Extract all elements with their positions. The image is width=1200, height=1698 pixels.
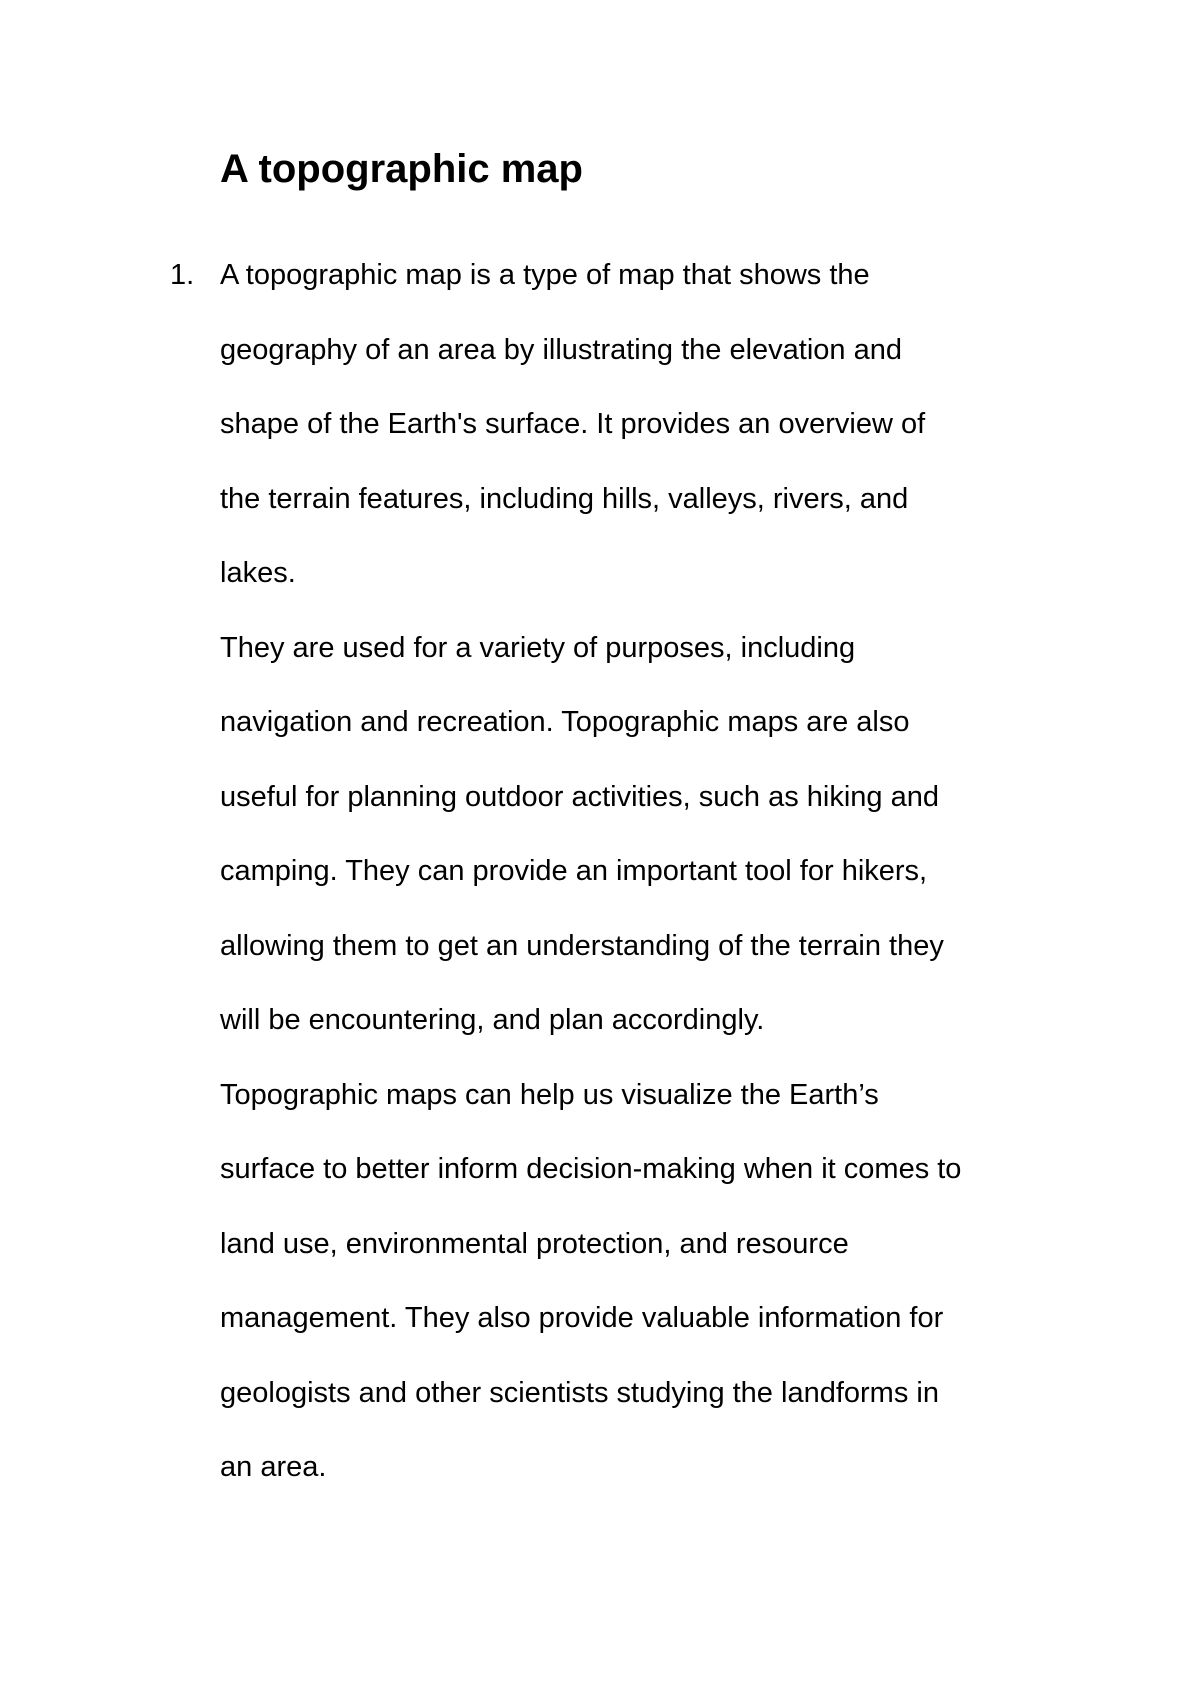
text-line: management. They also provide valuable information for	[220, 1302, 944, 1334]
text-line: geography of an area by illustrating the elevation and	[220, 333, 902, 366]
text-line: surface to better inform decision-making when it comes to	[220, 1153, 962, 1185]
text-line: Topographic maps can help us visualize the Earth’s	[220, 1078, 879, 1111]
text-line: They are used for a variety of purposes, including	[220, 631, 856, 664]
document-title: A topographic map	[220, 147, 583, 191]
text-line: shape of the Earth's surface. It provides an overview of	[220, 408, 926, 440]
text-line: geologists and other scientists studying the landforms in	[220, 1376, 939, 1409]
text-line: useful for planning outdoor activities, such as hiking and	[220, 780, 939, 813]
text-line: the terrain features, including hills, valleys, rivers, and	[220, 482, 909, 515]
text-line: camping. They can provide an important tool for hikers,	[220, 855, 928, 887]
list-item-body	[220, 238, 1100, 1505]
text-line: navigation and recreation. Topographic maps are also	[220, 706, 910, 738]
text-line: land use, environmental protection, and resource	[220, 1227, 849, 1260]
text-line: lakes.	[220, 557, 296, 589]
text-line: will be encountering, and plan accordingly.	[220, 1004, 765, 1036]
text-line: an area.	[220, 1451, 327, 1483]
text-line: allowing them to get an understanding of the terrain they	[220, 929, 944, 962]
text-line: A topographic map is a type of map that shows the	[220, 259, 870, 291]
list-item-number: 1.	[170, 259, 195, 291]
